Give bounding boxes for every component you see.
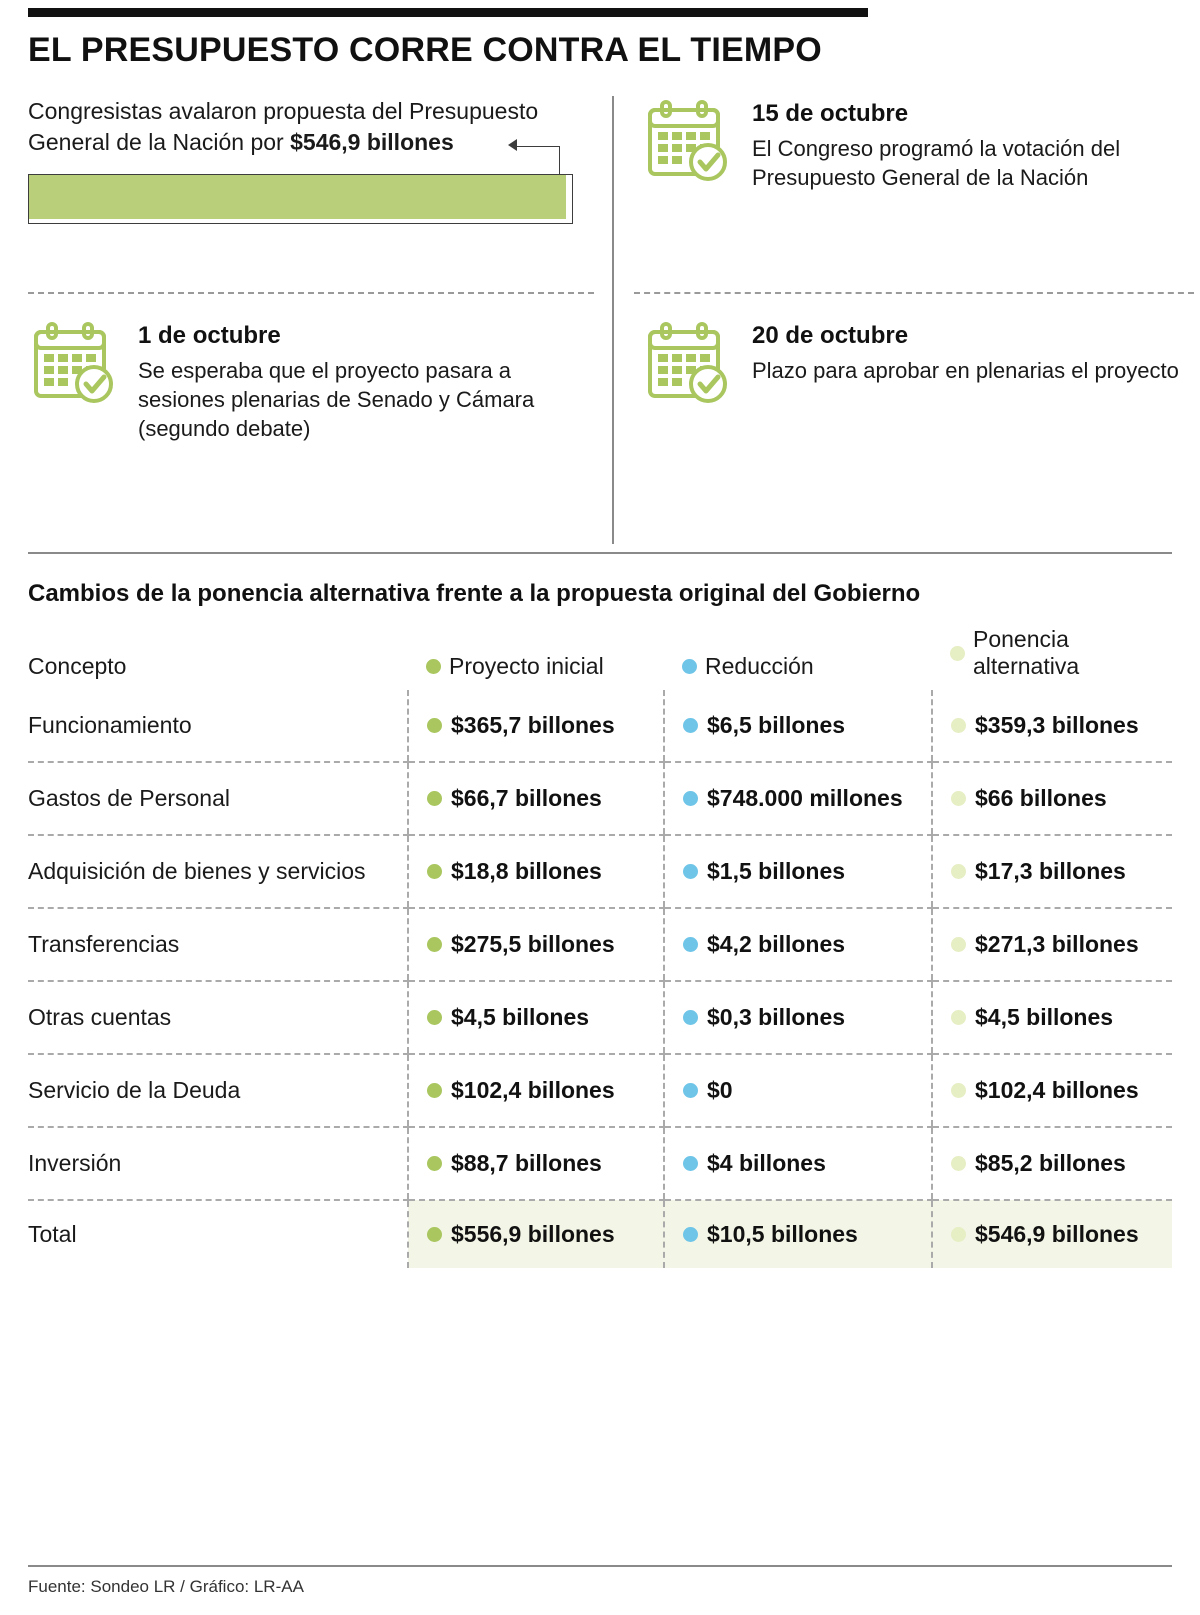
cell-proyecto-inicial (408, 1127, 664, 1200)
lead-block (28, 96, 588, 228)
calendar-check-icon (642, 318, 734, 410)
bar-callout-line (514, 146, 560, 174)
cell-value: $18,8 billones (451, 858, 602, 884)
source-note: Fuente: Sondeo LR / Gráfico: LR-AA (28, 1577, 304, 1596)
table-row (28, 762, 1172, 835)
table-row (28, 1127, 1172, 1200)
value-dot-icon (683, 1010, 698, 1025)
cell-proyecto-inicial (408, 981, 664, 1054)
cell-value: $4,5 billones (451, 1004, 590, 1030)
value-dot-icon (951, 1156, 966, 1171)
column-header-proyecto-inicial (408, 626, 664, 690)
event-description: Plazo para aprobar en plenarias el proyecto (752, 358, 1179, 383)
cell-value: $88,7 billones (451, 1150, 602, 1176)
cell-value: $66,7 billones (451, 785, 602, 811)
calendar-check-icon (642, 96, 734, 188)
cell-concepto: Otras cuentas (28, 981, 408, 1054)
cell-concepto: Servicio de la Deuda (28, 1054, 408, 1127)
table-row (28, 690, 1172, 762)
cell-reduccion (664, 1127, 932, 1200)
cell-value: $1,5 billones (707, 858, 846, 884)
event-description: El Congreso programó la votación del Presupuesto General de la Nación (752, 136, 1121, 190)
column-header-concepto (28, 626, 408, 690)
bar-frame (28, 174, 573, 224)
cell-value: $365,7 billones (451, 712, 615, 738)
value-dot-icon (427, 864, 442, 879)
value-dot-icon (427, 1156, 442, 1171)
timeline-event-20-octubre (642, 318, 1194, 410)
event-date: 15 de octubre (752, 100, 909, 127)
cell-ponencia-alternativa (932, 1200, 1172, 1268)
timeline-divider-left (28, 292, 594, 294)
cell-concepto: Transferencias (28, 908, 408, 981)
cell-reduccion (664, 1200, 932, 1268)
cell-value: $102,4 billones (451, 1077, 615, 1103)
cell-concepto: Funcionamiento (28, 690, 408, 762)
cell-proyecto-inicial (408, 1054, 664, 1127)
value-dot-icon (951, 718, 966, 733)
value-dot-icon (951, 1227, 966, 1242)
value-dot-icon (951, 791, 966, 806)
cell-value: $0,3 billones (707, 1004, 846, 1030)
event-date: 1 de octubre (138, 322, 281, 349)
table-header-row (28, 626, 1172, 690)
cell-ponencia-alternativa (932, 1127, 1172, 1200)
cell-value: $546,9 billones (975, 1221, 1139, 1247)
infographic-page (0, 8, 1200, 1615)
cell-value: $556,9 billones (451, 1221, 615, 1247)
cell-proyecto-inicial (408, 835, 664, 908)
timeline-section (28, 96, 1179, 546)
table-row (28, 1054, 1172, 1127)
value-dot-icon (951, 1083, 966, 1098)
cell-value: $275,5 billones (451, 931, 615, 957)
cell-value: $102,4 billones (975, 1077, 1139, 1103)
cell-value: $10,5 billones (707, 1221, 858, 1247)
value-dot-icon (683, 864, 698, 879)
value-dot-icon (951, 1010, 966, 1025)
legend-dot-reduccion (682, 659, 697, 674)
column-header-label: Proyecto inicial (449, 653, 604, 679)
cell-concepto: Inversión (28, 1127, 408, 1200)
cell-reduccion (664, 835, 932, 908)
lead-amount: $546,9 billones (290, 129, 454, 155)
cell-value: $6,5 billones (707, 712, 846, 738)
cell-proyecto-inicial (408, 762, 664, 835)
timeline-vertical-divider (612, 96, 614, 544)
column-header-label: Ponencia alternativa (973, 626, 1080, 679)
cell-value: $4,5 billones (975, 1004, 1114, 1030)
cell-reduccion (664, 981, 932, 1054)
timeline-event-1-octubre (28, 318, 588, 443)
cell-value: $4 billones (707, 1150, 826, 1176)
table-row (28, 908, 1172, 981)
cell-reduccion (664, 690, 932, 762)
cell-ponencia-alternativa (932, 690, 1172, 762)
lead-text-before: Congresistas avalaron propuesta del Presupuesto General de la Nación por (28, 98, 539, 155)
budget-bar (28, 174, 576, 228)
calendar-check-icon (28, 318, 120, 410)
table-row (28, 835, 1172, 908)
cell-value: $748.000 millones (707, 785, 903, 811)
cell-ponencia-alternativa (932, 1054, 1172, 1127)
cell-concepto: Gastos de Personal (28, 762, 408, 835)
bar-fill (29, 175, 566, 219)
value-dot-icon (951, 864, 966, 879)
cell-proyecto-inicial (408, 1200, 664, 1268)
value-dot-icon (427, 937, 442, 952)
value-dot-icon (683, 718, 698, 733)
value-dot-icon (683, 1083, 698, 1098)
value-dot-icon (683, 937, 698, 952)
cell-reduccion (664, 1054, 932, 1127)
legend-dot-proyecto-inicial (426, 659, 441, 674)
cell-proyecto-inicial (408, 690, 664, 762)
cell-reduccion (664, 908, 932, 981)
cell-value: $271,3 billones (975, 931, 1139, 957)
table-title: Cambios de la ponencia alternativa frente a la propuesta original del Gobierno (28, 580, 921, 607)
column-header-label: Concepto (28, 653, 127, 679)
value-dot-icon (683, 791, 698, 806)
table-row (28, 981, 1172, 1054)
timeline-event-15-octubre (642, 96, 1194, 192)
cell-ponencia-alternativa (932, 908, 1172, 981)
cell-value: $0 (707, 1077, 733, 1103)
cell-value: $17,3 billones (975, 858, 1126, 884)
event-date: 20 de octubre (752, 322, 909, 349)
value-dot-icon (427, 1083, 442, 1098)
budget-table (28, 626, 1172, 1268)
value-dot-icon (683, 1156, 698, 1171)
column-header-ponencia-alternativa (932, 626, 1172, 690)
value-dot-icon (427, 1010, 442, 1025)
cell-value: $66 billones (975, 785, 1107, 811)
cell-ponencia-alternativa (932, 835, 1172, 908)
cell-value: $359,3 billones (975, 712, 1139, 738)
section-divider (28, 552, 1172, 554)
value-dot-icon (427, 718, 442, 733)
lead-text (28, 96, 576, 158)
top-rule (28, 8, 868, 17)
cell-concepto: Adquisición de bienes y servicios (28, 835, 408, 908)
bar-callout-arrow-icon (508, 139, 517, 151)
cell-value: $4,2 billones (707, 931, 846, 957)
cell-concepto: Total (28, 1200, 408, 1268)
cell-proyecto-inicial (408, 908, 664, 981)
footer-divider (28, 1565, 1172, 1567)
cell-value: $85,2 billones (975, 1150, 1126, 1176)
legend-dot-ponencia-alternativa (950, 646, 965, 661)
event-description: Se esperaba que el proyecto pasara a sesiones plenarias de Senado y Cámara (segundo debate) (138, 358, 535, 441)
column-header-label: Reducción (705, 653, 814, 679)
column-header-reduccion (664, 626, 932, 690)
table-row-total (28, 1200, 1172, 1268)
cell-ponencia-alternativa (932, 981, 1172, 1054)
value-dot-icon (427, 1227, 442, 1242)
value-dot-icon (951, 937, 966, 952)
timeline-divider-right (634, 292, 1194, 294)
page-title: EL PRESUPUESTO CORRE CONTRA EL TIEMPO (28, 31, 822, 69)
value-dot-icon (683, 1227, 698, 1242)
cell-ponencia-alternativa (932, 762, 1172, 835)
value-dot-icon (427, 791, 442, 806)
cell-reduccion (664, 762, 932, 835)
